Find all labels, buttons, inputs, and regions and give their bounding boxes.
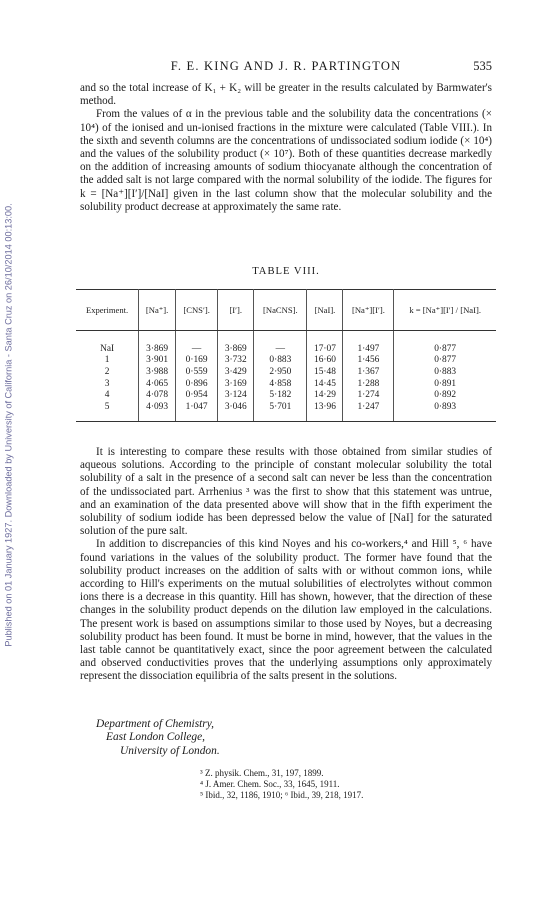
table-cell: 15·48 (307, 366, 343, 378)
table-cell: 1·274 (343, 389, 394, 401)
paragraph: In addition to discrepancies of this kind Noyes and his co-workers,⁴ and Hill ⁵, ⁶ have found variations in the values of the solubility product. The former have found that the solubility product increases on the addition of salts with or without common ions, while according to Hill's experiments on the mutual solubilities of electrolytes without common ions there is a decrease in this quantity. Hill has shown, however, that the direction of these changes in the solubility product depends on the dilution law employed in the calculations. The present work is based on assumptions similar to those used by Noyes, but a decreasing solubility product has been found. It must be borne in mind, however, that the values in the last table cannot be quantitatively exact, since the poor agreement between the calculated and observed conductivities proves that the underlying assumptions only approximately represent the dissociation equilibria of the salts present in the solutions. (80, 538, 492, 683)
table-row (76, 378, 496, 390)
table-cell: 1·047 (176, 401, 218, 421)
table-cell: 1·367 (343, 366, 394, 378)
footnotes (200, 768, 363, 801)
affiliation-line: University of London. (120, 744, 220, 757)
table-cell: 0·883 (254, 355, 307, 367)
table-cell: 2·950 (254, 366, 307, 378)
column-header: [I′]. (218, 290, 254, 331)
header-authors: F. E. KING AND J. R. PARTINGTON (170, 59, 402, 73)
table-cell: 0·891 (434, 378, 457, 389)
body-text-top (80, 82, 492, 214)
table-cell: 1·247 (343, 401, 394, 421)
table-cell: 17·07 (307, 331, 343, 355)
footnote: ⁵ Ibid., 32, 1186, 1910; ⁶ Ibid., 39, 218, 1917. (200, 790, 364, 800)
table-cell: 0·877 (434, 343, 457, 354)
table-cell: 2 (76, 366, 139, 378)
affiliation (96, 718, 220, 758)
table-title: TABLE VIII. (252, 266, 320, 277)
table-cell: 4·093 (139, 401, 176, 421)
column-header: [NaI]. (307, 290, 343, 331)
table-cell: 0·954 (176, 389, 218, 401)
table-cell: 13·96 (307, 401, 343, 421)
table-cell: 3·429 (218, 366, 254, 378)
download-notice-text: Published on 01 January 1927. Downloaded by University of California - Santa Cruz on 26/10/2014 00:13:00. (4, 203, 15, 647)
table-cell: 0·883 (434, 366, 457, 377)
page-number: 535 (473, 59, 492, 73)
table-cell: 3·124 (218, 389, 254, 401)
table-row (76, 401, 496, 421)
table-cell: 5·701 (254, 401, 307, 421)
table-cell: 1·497 (343, 331, 394, 355)
table-cell: 0·877 (434, 355, 457, 366)
table-cell: NaI (76, 331, 139, 355)
table-cell: 4·078 (139, 389, 176, 401)
table-cell: 14·29 (307, 389, 343, 401)
column-header: [Na⁺]. (139, 290, 176, 331)
table-cell: — (254, 331, 307, 355)
footnote: ³ Z. physik. Chem., 31, 197, 1899. (200, 768, 324, 778)
affiliation-line: Department of Chemistry, (96, 718, 215, 730)
paragraph: It is interesting to compare these results with those obtained from similar studies of aqueous solutions. According to the principle of constant molecular solubility the total solubility of a salt in the presence of a second salt can never be less than the concentration of the undissociated part. Arrhenius ³ was the first to show that this statement was untrue, and an examination of the data presented above will show that in the fifth experiment the solubility of sodium iodide has been depressed below the value of [NaI] for the saturated solution of the pure salt. (80, 446, 492, 538)
column-header: [CNS′]. (176, 290, 218, 331)
table-row (76, 331, 496, 355)
table-cell: 3·169 (218, 378, 254, 390)
table-cell: 0·893 (394, 401, 496, 421)
table-cell: 14·45 (307, 378, 343, 390)
table-cell: 1 (76, 355, 139, 367)
table-cell: 3 (76, 378, 139, 390)
column-header: [Na⁺][I′]. (343, 290, 394, 331)
paragraph: From the values of α in the previous table and the solubility data the concentrations (× 10⁴) of the ionised and un-ionised fractions in the mixture were calculated (Table VIII.). In the sixth and seventh columns are the concentrations of undissociated sodium iodide (× 10⁴) and the values of the solubility product (× 10⁷). Both of these quantities decrease markedly on the addition of increasing amounts of sodium thiocyanate although the concentration of the added salt is not large compared with the normal solubility of the iodide. The figures for k = [Na⁺][I′]/[NaI] given in the last column show that the molecular solubility and the solubility product decrease at approximately the same rate. (80, 108, 492, 213)
table-cell: 1·288 (343, 378, 394, 390)
table-cell: 4·065 (139, 378, 176, 390)
table-cell: 0·892 (434, 390, 457, 401)
table-cell: 5·182 (254, 389, 307, 401)
table-cell: — (176, 331, 218, 355)
table-cell: 0·169 (176, 355, 218, 367)
table-cell: 3·046 (218, 401, 254, 421)
download-notice (2, 90, 16, 760)
table-header-row (76, 290, 496, 331)
paragraph: and so the total increase of K₁ + K₂ will be greater in the results calculated by Barmwater's method. (80, 82, 492, 108)
table-cell: 3·869 (218, 331, 254, 355)
column-header: Experiment. (76, 290, 139, 331)
data-table (76, 289, 496, 422)
affiliation-line: East London College, (106, 731, 206, 744)
table-cell: 5 (76, 401, 139, 421)
table-cell: 3·732 (218, 355, 254, 367)
table-cell: 3·901 (139, 355, 176, 367)
body-text-bottom (80, 446, 492, 684)
table-cell: 4 (76, 389, 139, 401)
table-cell: 1·456 (343, 355, 394, 367)
table-row (76, 366, 496, 378)
table-cell: 4·858 (254, 378, 307, 390)
table-cell: 3·869 (139, 331, 176, 355)
table-cell: 16·60 (307, 355, 343, 367)
table-row (76, 355, 496, 367)
table-row (76, 389, 496, 401)
table-cell: 3·988 (139, 366, 176, 378)
running-header (80, 59, 492, 75)
column-header: [NaCNS]. (254, 290, 307, 331)
column-header: k = [Na⁺][I′] / [NaI]. (394, 290, 496, 331)
table-cell: 0·559 (176, 366, 218, 378)
table-cell: 0·896 (176, 378, 218, 390)
footnote: ⁴ J. Amer. Chem. Soc., 33, 1645, 1911. (200, 779, 340, 789)
